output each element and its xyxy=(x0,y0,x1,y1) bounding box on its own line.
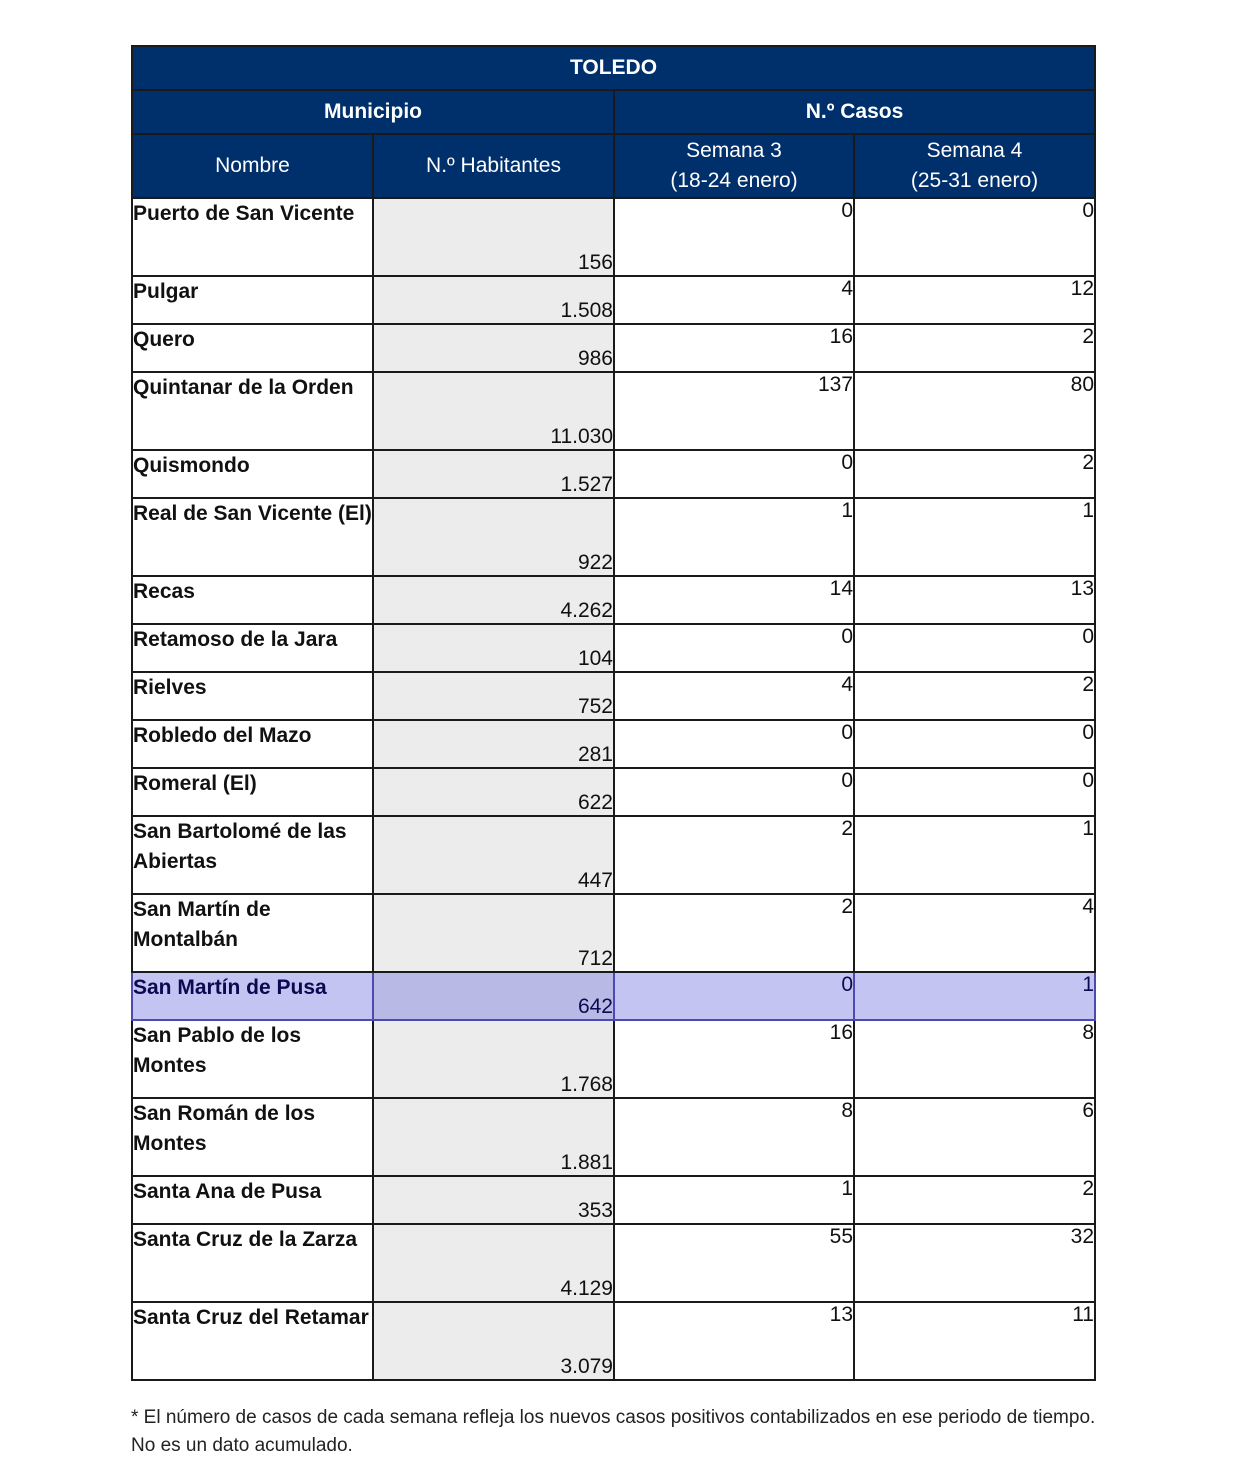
table-title: TOLEDO xyxy=(132,46,1095,90)
cell-semana-4: 32 xyxy=(854,1224,1095,1302)
cell-semana-3: 1 xyxy=(614,498,854,576)
cell-nombre: Robledo del Mazo xyxy=(132,720,373,768)
cell-nombre: Puerto de San Vicente xyxy=(132,198,373,276)
cell-habitantes: 712 xyxy=(373,894,614,972)
cell-nombre: Quero xyxy=(132,324,373,372)
cell-habitantes: 1.527 xyxy=(373,450,614,498)
header-semana-3-label: Semana 3 xyxy=(686,139,782,162)
cell-semana-4: 1 xyxy=(854,498,1095,576)
cell-nombre: Quismondo xyxy=(132,450,373,498)
cell-habitantes: 1.881 xyxy=(373,1098,614,1176)
cell-semana-4: 6 xyxy=(854,1098,1095,1176)
cell-semana-3: 16 xyxy=(614,324,854,372)
cell-semana-3: 2 xyxy=(614,816,854,894)
header-group-casos: N.º Casos xyxy=(614,90,1095,134)
cell-nombre: San Bartolomé de las Abiertas xyxy=(132,816,373,894)
cell-semana-3: 2 xyxy=(614,894,854,972)
cell-semana-4: 13 xyxy=(854,576,1095,624)
table-row xyxy=(132,450,1095,498)
cell-semana-4: 12 xyxy=(854,276,1095,324)
cell-habitantes: 752 xyxy=(373,672,614,720)
cell-semana-3: 8 xyxy=(614,1098,854,1176)
cell-habitantes: 4.129 xyxy=(373,1224,614,1302)
cell-semana-4: 11 xyxy=(854,1302,1095,1380)
cell-nombre: Santa Ana de Pusa xyxy=(132,1176,373,1224)
header-habitantes: N.º Habitantes xyxy=(373,134,614,198)
header-semana-4-label: Semana 4 xyxy=(926,139,1023,162)
cell-nombre: San Martín de Pusa xyxy=(132,972,373,1020)
table-row xyxy=(132,1098,1095,1176)
cell-habitantes: 4.262 xyxy=(373,576,614,624)
table-row xyxy=(132,276,1095,324)
cases-table xyxy=(131,45,1096,1381)
cell-semana-3: 55 xyxy=(614,1224,854,1302)
cell-semana-4: 0 xyxy=(854,624,1095,672)
table-row xyxy=(132,1224,1095,1302)
header-semana-4 xyxy=(854,134,1095,198)
header-semana-4-dates: (25-31 enero) xyxy=(910,169,1039,192)
cell-nombre: San Martín de Montalbán xyxy=(132,894,373,972)
table-row xyxy=(132,1302,1095,1380)
cell-habitantes: 104 xyxy=(373,624,614,672)
cell-habitantes: 11.030 xyxy=(373,372,614,450)
cell-semana-4: 1 xyxy=(854,972,1095,1020)
table-body xyxy=(132,198,1095,1380)
cell-nombre: Rielves xyxy=(132,672,373,720)
cell-nombre: Retamoso de la Jara xyxy=(132,624,373,672)
cell-semana-3: 0 xyxy=(614,720,854,768)
cell-habitantes: 156 xyxy=(373,198,614,276)
table-row xyxy=(132,198,1095,276)
cell-habitantes: 1.508 xyxy=(373,276,614,324)
cell-semana-4: 80 xyxy=(854,372,1095,450)
cell-nombre: Santa Cruz de la Zarza xyxy=(132,1224,373,1302)
table-row xyxy=(132,894,1095,972)
cell-nombre: Santa Cruz del Retamar xyxy=(132,1302,373,1380)
cell-nombre: San Román de los Montes xyxy=(132,1098,373,1176)
table-row xyxy=(132,372,1095,450)
cell-semana-3: 137 xyxy=(614,372,854,450)
cell-semana-4: 2 xyxy=(854,672,1095,720)
cell-semana-3: 1 xyxy=(614,1176,854,1224)
cell-semana-4: 2 xyxy=(854,1176,1095,1224)
cell-nombre: Real de San Vicente (El) xyxy=(132,498,373,576)
cell-semana-4: 8 xyxy=(854,1020,1095,1098)
cell-semana-3: 0 xyxy=(614,624,854,672)
cell-nombre: Recas xyxy=(132,576,373,624)
cell-semana-4: 4 xyxy=(854,894,1095,972)
cell-semana-3: 0 xyxy=(614,198,854,276)
cell-semana-3: 14 xyxy=(614,576,854,624)
cell-nombre: San Pablo de los Montes xyxy=(132,1020,373,1098)
footnote: * El número de casos de cada semana refleja los nuevos casos positivos contabilizados en ese periodo de tiempo. No es un dato acumulado. xyxy=(131,1407,1096,1456)
header-nombre: Nombre xyxy=(132,134,373,198)
cell-habitantes: 353 xyxy=(373,1176,614,1224)
table-row xyxy=(132,1020,1095,1098)
table-row-highlighted xyxy=(132,972,1095,1020)
cell-habitantes: 642 xyxy=(373,972,614,1020)
cell-nombre: Pulgar xyxy=(132,276,373,324)
cell-semana-3: 0 xyxy=(614,972,854,1020)
cell-semana-3: 4 xyxy=(614,276,854,324)
cell-habitantes: 447 xyxy=(373,816,614,894)
cell-semana-4: 1 xyxy=(854,816,1095,894)
cell-semana-4: 0 xyxy=(854,720,1095,768)
table-row xyxy=(132,498,1095,576)
table-row xyxy=(132,816,1095,894)
cases-table-container xyxy=(131,45,1094,1381)
cell-semana-4: 0 xyxy=(854,198,1095,276)
cell-nombre: Quintanar de la Orden xyxy=(132,372,373,450)
table-row xyxy=(132,672,1095,720)
cell-habitantes: 622 xyxy=(373,768,614,816)
header-semana-3-dates: (18-24 enero) xyxy=(670,169,798,192)
cell-semana-3: 16 xyxy=(614,1020,854,1098)
cell-semana-3: 0 xyxy=(614,450,854,498)
cell-nombre: Romeral (El) xyxy=(132,768,373,816)
table-row xyxy=(132,324,1095,372)
header-semana-3 xyxy=(614,134,854,198)
cell-semana-3: 13 xyxy=(614,1302,854,1380)
cell-habitantes: 986 xyxy=(373,324,614,372)
cell-semana-4: 2 xyxy=(854,450,1095,498)
table-row xyxy=(132,1176,1095,1224)
cell-semana-3: 4 xyxy=(614,672,854,720)
cell-habitantes: 3.079 xyxy=(373,1302,614,1380)
cell-habitantes: 922 xyxy=(373,498,614,576)
table-row xyxy=(132,720,1095,768)
cell-habitantes: 281 xyxy=(373,720,614,768)
cell-semana-4: 2 xyxy=(854,324,1095,372)
cell-semana-3: 0 xyxy=(614,768,854,816)
table-row xyxy=(132,768,1095,816)
cell-semana-4: 0 xyxy=(854,768,1095,816)
table-row xyxy=(132,624,1095,672)
cell-habitantes: 1.768 xyxy=(373,1020,614,1098)
header-group-municipio: Municipio xyxy=(132,90,614,134)
table-row xyxy=(132,576,1095,624)
